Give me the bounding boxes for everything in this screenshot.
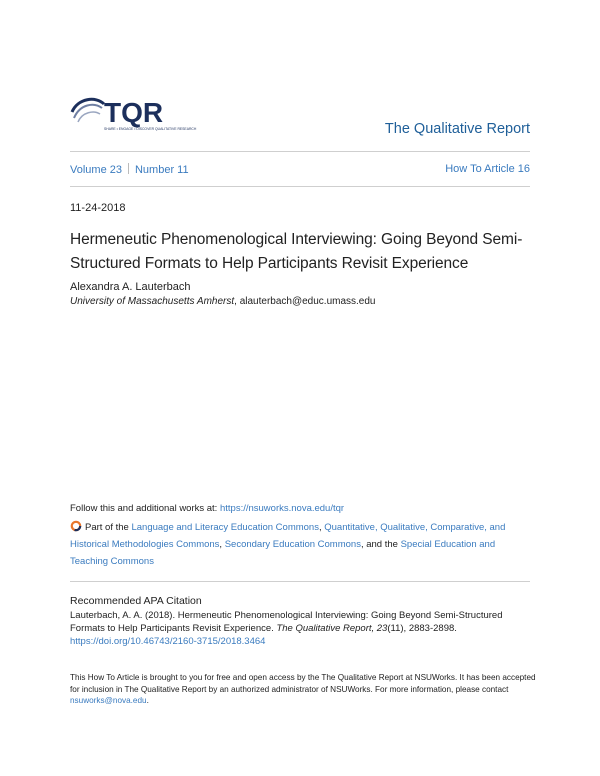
commons-link-secondary[interactable]: Secondary Education Commons (224, 539, 361, 550)
separator-text: , (219, 539, 225, 550)
citation-journal: The Qualitative Report, 23 (276, 623, 388, 634)
journal-name[interactable]: The Qualitative Report (384, 121, 530, 137)
citation-text (70, 609, 530, 648)
separator (128, 163, 129, 174)
divider (70, 186, 530, 187)
part-of-section (70, 519, 530, 570)
divider (70, 581, 530, 582)
citation-pages: (11), 2883-2898. (387, 623, 457, 634)
commons-link-special-education[interactable]: Special Education and Teaching Commons (70, 539, 496, 567)
contact-email-link[interactable]: nsuworks@nova.edu (70, 696, 147, 705)
separator-text: , and the (360, 539, 401, 550)
volume-link[interactable]: Volume 23 (70, 164, 122, 176)
logo-text: TQR (104, 97, 164, 128)
follow-text: Follow this and additional works at: (70, 503, 220, 514)
publication-date: 11-24-2018 (70, 202, 126, 214)
citation-body: Lauterbach, A. A. (2018). Hermeneutic Phenomenological Interviewing: Going Beyond Semi-Structured Formats to Help Participants Revisit Experience. (70, 610, 503, 634)
doi-link[interactable]: https://doi.org/10.46743/2160-3715/2018.3464 (70, 636, 266, 647)
author-name: Alexandra A. Lauterbach (70, 281, 191, 293)
author-affiliation: University of Massachusetts Amherst (70, 296, 235, 307)
access-notice-text: This How To Article is brought to you for free and open access by the The Qualitative Report at NSUWorks. It has been accepted for inclusion in The Qualitative Report by an authorized administrator of NSUWorks. For more information, please contact (70, 673, 536, 694)
follow-line (70, 503, 344, 514)
follow-link[interactable]: https://nsuworks.nova.edu/tqr (219, 503, 345, 514)
divider (70, 151, 530, 152)
author-email: , alauterbach@educ.umass.edu (234, 296, 376, 307)
access-notice-end: . (146, 696, 149, 705)
author-affiliation-line (70, 296, 376, 307)
article-type-link[interactable]: How To Article 16 (445, 163, 530, 175)
article-title: Hermeneutic Phenomenological Interviewing: Going Beyond Semi-Structured Formats to Help Participants Revisit Experience (70, 231, 523, 272)
volume-number-row (70, 163, 189, 176)
commons-link-methodologies[interactable]: Quantitative, Qualitative, Comparative, and Historical Methodologies Commons (70, 522, 506, 550)
separator-text: , (318, 522, 325, 533)
network-icon (70, 520, 82, 532)
citation-heading: Recommended APA Citation (70, 595, 202, 607)
logo-subtext: SHARE • ENGAGE • DISCOVER QUALITATIVE RESEARCH (104, 127, 197, 131)
access-notice (70, 672, 540, 707)
part-of-prefix: Part of the (85, 522, 132, 533)
tqr-logo-graphic (70, 94, 197, 134)
commons-link-language[interactable]: Language and Literacy Education Commons (131, 522, 319, 533)
number-link[interactable]: Number 11 (134, 164, 189, 176)
tqr-logo (70, 94, 197, 134)
